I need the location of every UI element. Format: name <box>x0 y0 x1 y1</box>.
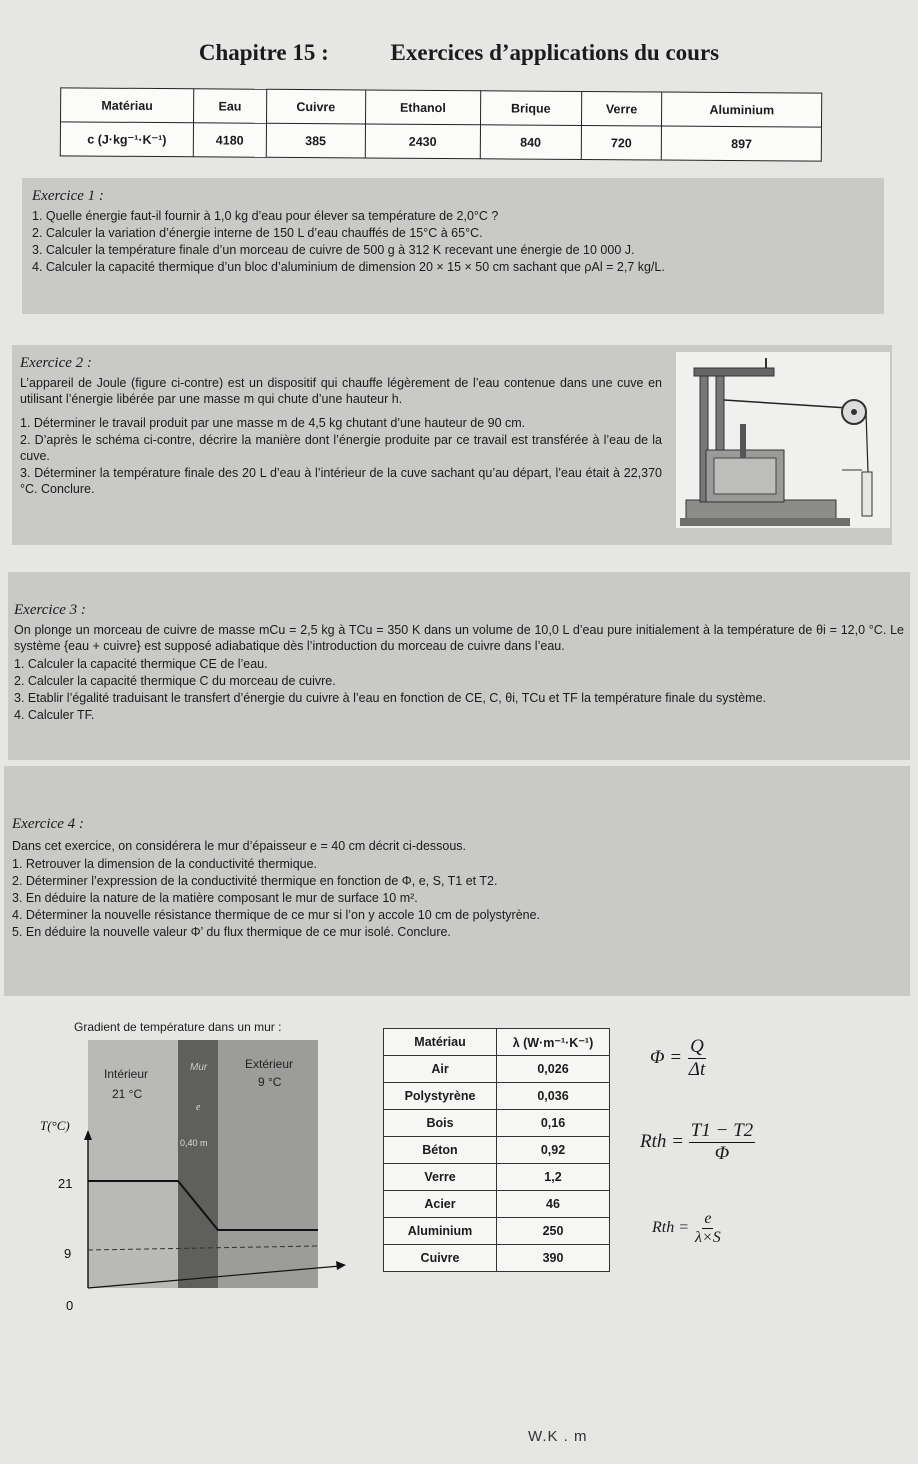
table-cell: 46 <box>497 1191 610 1218</box>
question-item: 1. Déterminer le travail produit par une masse m de 4,5 kg chutant d’une hauteur de 90 cm. <box>20 416 526 430</box>
table-cell: 1,2 <box>497 1164 610 1191</box>
table-cell: 720 <box>581 125 662 160</box>
thickness-symbol: e <box>196 1102 201 1113</box>
table-cell: Matériau <box>384 1029 497 1056</box>
exterior-label: Extérieur <box>245 1057 294 1071</box>
question-item: 1. Retrouver la dimension de la conductivité thermique. <box>12 857 318 871</box>
table-cell: Béton <box>384 1137 497 1164</box>
exercise-title: Exercice 1 : <box>32 188 104 204</box>
exercise-intro: L’appareil de Joule (figure ci-contre) est un dispositif qui chauffe légèrement de l’eau contenue dans une cuve en utilisant l’énergie libérée par une masse m qui chute d’une hauteur h. <box>20 376 662 406</box>
table-cell: 897 <box>662 126 822 161</box>
thermal-resistance-formula-2 <box>652 1210 723 1247</box>
exercise-title: Exercice 4 : <box>12 816 84 832</box>
exterior-temp-label: 9 °C <box>258 1075 282 1089</box>
table-cell: Cuivre <box>266 89 365 124</box>
table-cell: c (J·kg⁻¹·K⁻¹) <box>60 122 193 157</box>
formula-lhs: Φ = <box>650 1046 683 1068</box>
table-cell: Matériau <box>61 88 194 123</box>
table-cell: Acier <box>384 1191 497 1218</box>
table-cell: Eau <box>194 89 267 124</box>
x-axis-arrow <box>336 1261 346 1270</box>
question-item: 3. Calculer la température finale d’un morceau de cuivre de 500 g à 312 K recevant une énergie de 10 000 J. <box>32 243 635 257</box>
page-title <box>0 40 918 66</box>
formula-denominator: Φ <box>714 1143 730 1164</box>
wall-zone <box>178 1040 218 1288</box>
table-cell: Verre <box>581 91 662 126</box>
exercise-title: Exercice 3 : <box>14 602 86 618</box>
exercise-intro: Dans cet exercice, on considérera le mur d’épaisseur e = 40 cm décrit ci-dessous. <box>12 839 467 853</box>
table-cell: Cuivre <box>384 1245 497 1272</box>
formula-lhs: Rth = <box>640 1130 684 1152</box>
table-cell: 0,036 <box>497 1083 610 1110</box>
thickness-value: 0,40 m <box>180 1138 208 1148</box>
table-cell: Aluminium <box>384 1218 497 1245</box>
question-item: 2. D’après le schéma ci-contre, décrire la manière dont l’énergie produite par ce travail est transférée à l’eau de la cuve. <box>20 433 662 463</box>
table-cell: 385 <box>266 123 365 158</box>
tick-label-0: 0 <box>66 1298 74 1313</box>
y-axis-label: T(°C) <box>40 1118 70 1133</box>
question-list <box>12 856 902 940</box>
wall-label: Mur <box>190 1062 208 1073</box>
table-row <box>384 1218 610 1245</box>
table-cell: Aluminium <box>662 92 822 127</box>
formula-denominator: Δt <box>688 1059 706 1080</box>
formula-numerator: T1 − T2 <box>690 1120 754 1141</box>
question-item: 5. En déduire la nouvelle valeur Φ’ du flux thermique de ce mur isolé. Conclure. <box>12 925 451 939</box>
table-cell: 0,16 <box>497 1110 610 1137</box>
question-item: 4. Déterminer la nouvelle résistance thermique de ce mur si l’on y accole 10 cm de polystyrène. <box>12 908 541 922</box>
handwritten-note: W.K . m <box>528 1428 588 1445</box>
table-row <box>61 88 822 127</box>
table-cell: Ethanol <box>365 90 481 125</box>
question-item: 4. Calculer la capacité thermique d’un bloc d’aluminium de dimension 20 × 15 × 50 cm sachant que ρAl = 2,7 kg/L. <box>32 260 665 274</box>
formula-lhs: Rth = <box>652 1219 690 1237</box>
table-cell: 840 <box>480 125 581 160</box>
interior-label: Intérieur <box>104 1067 149 1081</box>
table-cell: 4180 <box>193 123 266 158</box>
formula-fraction <box>693 1210 723 1247</box>
table-cell: 250 <box>497 1218 610 1245</box>
table-cell: Brique <box>480 91 581 126</box>
table-row <box>384 1083 610 1110</box>
exercise-3-panel <box>8 572 910 760</box>
table-row <box>384 1029 610 1056</box>
exercise-intro: On plonge un morceau de cuivre de masse mCu = 2,5 kg à TCu = 350 K dans un volume de 10,0 L d’eau pure initialement à la température de θi = 12,0 °C. Le système {eau + cuivre} est supposé adiabatique dès l’introduction du morceau de cuivre dans l’eau. <box>14 623 904 653</box>
table-row <box>384 1164 610 1191</box>
question-item: 3. En déduire la nature de la matière composant le mur de surface 10 m². <box>12 891 418 905</box>
table-cell: λ (W·m⁻¹·K⁻¹) <box>497 1029 610 1056</box>
question-item: 3. Etablir l’égalité traduisant le transfert d’énergie du cuivre à l’eau en fonction de CE, C, θi, TCu et TF la température finale du système. <box>14 691 767 705</box>
table-cell: 390 <box>497 1245 610 1272</box>
table-row <box>60 122 821 161</box>
table-cell: 0,92 <box>497 1137 610 1164</box>
temperature-gradient-diagram <box>40 1018 360 1328</box>
question-item: 2. Calculer la capacité thermique C du morceau de cuivre. <box>14 674 336 688</box>
table-cell: Polystyrène <box>384 1083 497 1110</box>
question-list <box>20 415 662 497</box>
thermal-resistance-formula-1 <box>640 1120 755 1165</box>
formula-fraction <box>687 1036 707 1081</box>
formula-numerator: e <box>704 1210 712 1227</box>
chapter-title: Exercices d’applications du cours <box>390 40 720 65</box>
question-item: 4. Calculer TF. <box>14 708 95 722</box>
question-item: 2. Déterminer l’expression de la conductivité thermique en fonction de Φ, e, S, T1 et T2. <box>12 874 498 888</box>
question-item: 1. Quelle énergie faut-il fournir à 1,0 kg d’eau pour élever sa température de 2,0°C ? <box>32 209 499 223</box>
gradient-chart-title: Gradient de température dans un mur : <box>74 1020 282 1034</box>
formula-numerator: Q <box>690 1036 704 1057</box>
heat-capacity-table <box>60 87 822 161</box>
table-cell: 2430 <box>365 124 481 159</box>
table-cell: Air <box>384 1056 497 1083</box>
table-row <box>384 1056 610 1083</box>
question-list <box>14 656 904 723</box>
table-cell: Verre <box>384 1164 497 1191</box>
table-row <box>384 1137 610 1164</box>
thermal-conductivity-table <box>383 1028 610 1272</box>
chapter-label: Chapitre 15 : <box>198 40 329 65</box>
exercise-title: Exercice 2 : <box>20 355 92 371</box>
tick-label-21: 21 <box>58 1176 73 1191</box>
table-row <box>384 1245 610 1272</box>
formula-denominator: λ×S <box>695 1229 721 1246</box>
question-item: 3. Déterminer la température finale des 20 L d’eau à l’intérieur de la cuve sachant qu’au départ, l’eau était à 22,370 °C. Conclure. <box>20 466 662 496</box>
table-cell: 0,026 <box>497 1056 610 1083</box>
table-row <box>384 1191 610 1218</box>
question-item: 1. Calculer la capacité thermique CE de l’eau. <box>14 657 268 671</box>
formula-fraction <box>689 1120 755 1165</box>
joule-apparatus-figure <box>676 352 890 528</box>
tick-label-9: 9 <box>64 1246 72 1261</box>
table-row <box>384 1110 610 1137</box>
table-cell: Bois <box>384 1110 497 1137</box>
flux-formula <box>650 1036 707 1081</box>
exercise-4-panel <box>4 766 910 996</box>
interior-temp-label: 21 °C <box>112 1087 143 1101</box>
question-list <box>32 208 874 275</box>
exercise-1-panel <box>22 178 884 314</box>
question-item: 2. Calculer la variation d’énergie interne de 150 L d’eau chauffés de 15°C à 65°C. <box>32 226 483 240</box>
